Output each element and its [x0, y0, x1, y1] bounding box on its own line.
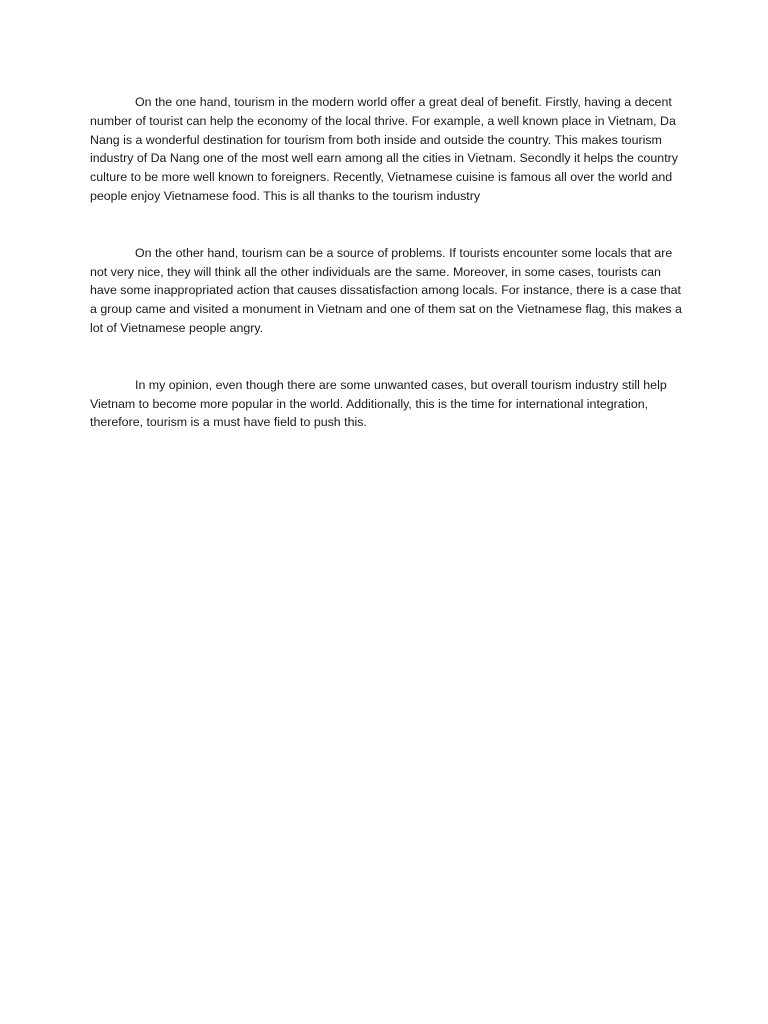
document-body: [90, 93, 682, 432]
paragraph-benefits: On the one hand, tourism in the modern world offer a great deal of benefit. Firstly, having a decent number of tourist can help the economy of the local thrive. For example, a well known place in Vietnam, Da Nang is a wonderful destination for tourism from both inside and outside the country. This makes tourism industry of Da Nang one of the most well earn among all the cities in Vietnam. Secondly it helps the country culture to be more well known to foreigners. Recently, Vietnamese cuisine is famous all over the world and people enjoy Vietnamese food. This is all thanks to the tourism industry: [90, 95, 678, 203]
paragraph-problems: On the other hand, tourism can be a source of problems. If tourists encounter some locals that are not very nice, they will think all the other individuals are the same. Moreover, in some cases, tourists can have some inappropriated action that causes dissatisfaction among locals. For instance, there is a case that a group came and visited a monument in Vietnam and one of them sat on the Vietnamese flag, this makes a lot of Vietnamese people angry.: [90, 245, 682, 335]
paragraph-opinion: In my opinion, even though there are some unwanted cases, but overall tourism industry still help Vietnam to become more popular in the world. Additionally, this is the time for international integration, therefore, tourism is a must have field to push this.: [90, 377, 667, 430]
